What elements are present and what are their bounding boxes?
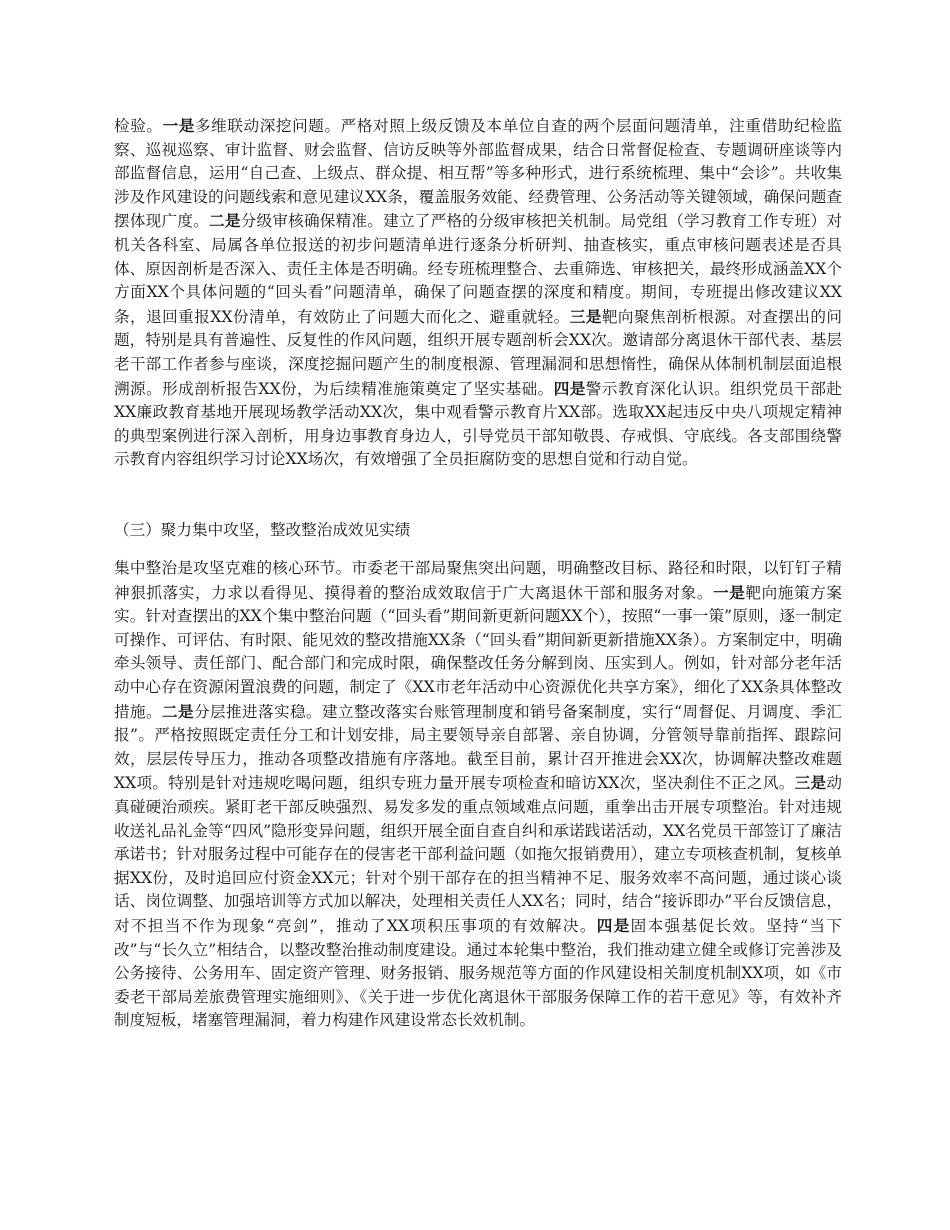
item-label-3: 三是: [569, 306, 602, 326]
item-text-4: 警示教育深化认识。组织党员干部赴XX廉政教育基地开展现场教学活动XX次，集中观看警示教育片XX部。选取XX起违反中央八项规定精神的典型案例进行深入剖析，用身边事教育身边人，引导党员干部知敬畏、存戒惧、守底线。各支部围绕警示教育内容组织学习讨论XX场次，有效增强了全员拒腐防变的思想自觉和行动自觉。: [114, 379, 842, 469]
item-text-1: 多维联动深挖问题。严格对照上级反馈及本单位自查的两个层面问题清单，注重借助纪检监察、巡视巡察、审计监督、财会监督、信访反映等外部监督成果，结合日常督促检查、专题调研座谈等内部监督信息，运用“自己查、上级点、群众提、相互帮”等多种形式，进行系统梳理、集中“会诊”。共收集涉及作风建设的问题线索和意见建议XX条，覆盖服务效能、经费管理、公务活动等关键领域，确保问题查摆体现广度。: [114, 117, 842, 231]
item-label-2: 二是: [208, 211, 241, 231]
item-label-3: 三是: [794, 773, 827, 793]
section-heading: （三）聚力集中攻坚，整改整治成效见实绩: [114, 521, 411, 539]
item-label-1: 一是: [713, 582, 746, 602]
paragraph-rectification: [114, 557, 842, 1033]
paragraph-problem-identification: [114, 114, 842, 472]
paragraph-intro: 集中整治是攻坚克难的核心环节。市委老干部局聚焦突出问题，明确整改目标、路径和时限，以钉钉子精神狠抓落实，力求以看得见、摸得着的整治成效取信于广大离退休干部和服务对象。: [114, 559, 842, 602]
item-label-4: 四是: [596, 915, 631, 935]
item-text-3: 动真碰硬治顽疾。紧盯老干部反映强烈、易发多发的重点领域难点问题，重拳出击开展专项整治。针对违规收送礼品礼金等“四风”隐形变异问题，组织开展全面自查自纠和承诺践诺活动，XX名党员干部签订了廉洁承诺书；针对服务过程中可能存在的侵害老干部利益问题（如拖欠报销费用），建立专项核查机制，复核单据XX份，及时追回应付资金XX元；针对个别干部存在的担当精神不足、服务效率不高问题，通过谈心谈话、岗位调整、加强培训等方式加以解决，处理相关责任人XX名；同时，结合“接诉即办”平台反馈信息，对不担当不作为现象“亮剑”，推动了XX项积压事项的有效解决。: [114, 774, 842, 935]
item-text-2: 分级审核确保精准。建立了严格的分级审核把关机制。局党组（学习教育工作专班）对机关各科室、局属各单位报送的初步问题清单进行逐条分析研判、抽查核实，重点审核问题表述是否具体、原因剖析是否深入、责任主体是否明确。经专班梳理整合、去重筛选、审核把关，最终形成涵盖XX个方面XX个具体问题的“回头看”问题清单，确保了问题查摆的深度和精度。期间，专班提出修改建议XX条，退回重报XX份清单，有效防止了问题大而化之、避重就轻。: [114, 212, 842, 326]
item-text-4: 固本强基促长效。坚持“当下改”与“长久立”相结合，以整改整治推动制度建设。通过本轮集中整治，我们推动建立健全或修订完善涉及公务接待、公务用车、固定资产管理、财务报销、服务规范等方面的作风建设相关制度机制XX项，如《市委老干部局差旅费管理实施细则》、《关于进一步优化离退休干部服务保障工作的若干意见》等，有效补齐制度短板，堵塞管理漏洞，着力构建作风建设常态长效机制。: [114, 916, 842, 1030]
paragraph-intro: 检验。: [114, 117, 163, 135]
item-text-1: 靶向施策方案实。针对查摆出的XX个集中整治问题（“回头看”期间新更新问题XX个），按照“一事一策”原则，逐一制定可操作、可评估、有时限、能见效的整改措施XX条（“回头看”期间新更新措施XX条）。方案制定中，明确牵头领导、责任部门、配合部门和完成时限，确保整改任务分解到岗、压实到人。例如，针对部分老年活动中心存在资源闲置浪费的问题，制定了《XX市老年活动中心资源优化共享方案》，细化了XX条具体整改措施。: [114, 583, 842, 721]
item-label-2: 二是: [162, 701, 194, 721]
item-text-3: 靶向聚焦剖析根源。对查摆出的问题，特别是具有普遍性、反复性的作风问题，组织开展专题剖析会XX次。邀请部分离退休干部代表、基层老干部工作者参与座谈，深度挖掘问题产生的制度根源、管理漏洞和思想惰性，确保从体制机制层面追根溯源。形成剖析报告XX份，为后续精准施策奠定了坚实基础。: [114, 307, 842, 398]
item-label-4: 四是: [553, 378, 586, 398]
item-text-2: 分层推进落实稳。建立整改落实台账管理制度和销号备案制度，实行“周督促、月调度、季汇报”。严格按照既定责任分工和计划安排，局主要领导亲自部署、亲自协调，分管领导靠前指挥、跟踪问效，层层传导压力，推动各项整改措施有序落地。截至目前，累计召开推进会XX次，协调解决整改难题XX项。特别是针对违规吃喝问题，组织专班力量开展专项检查和暗访XX次，坚决刹住不正之风。: [114, 702, 842, 793]
item-label-1: 一是: [162, 116, 195, 135]
